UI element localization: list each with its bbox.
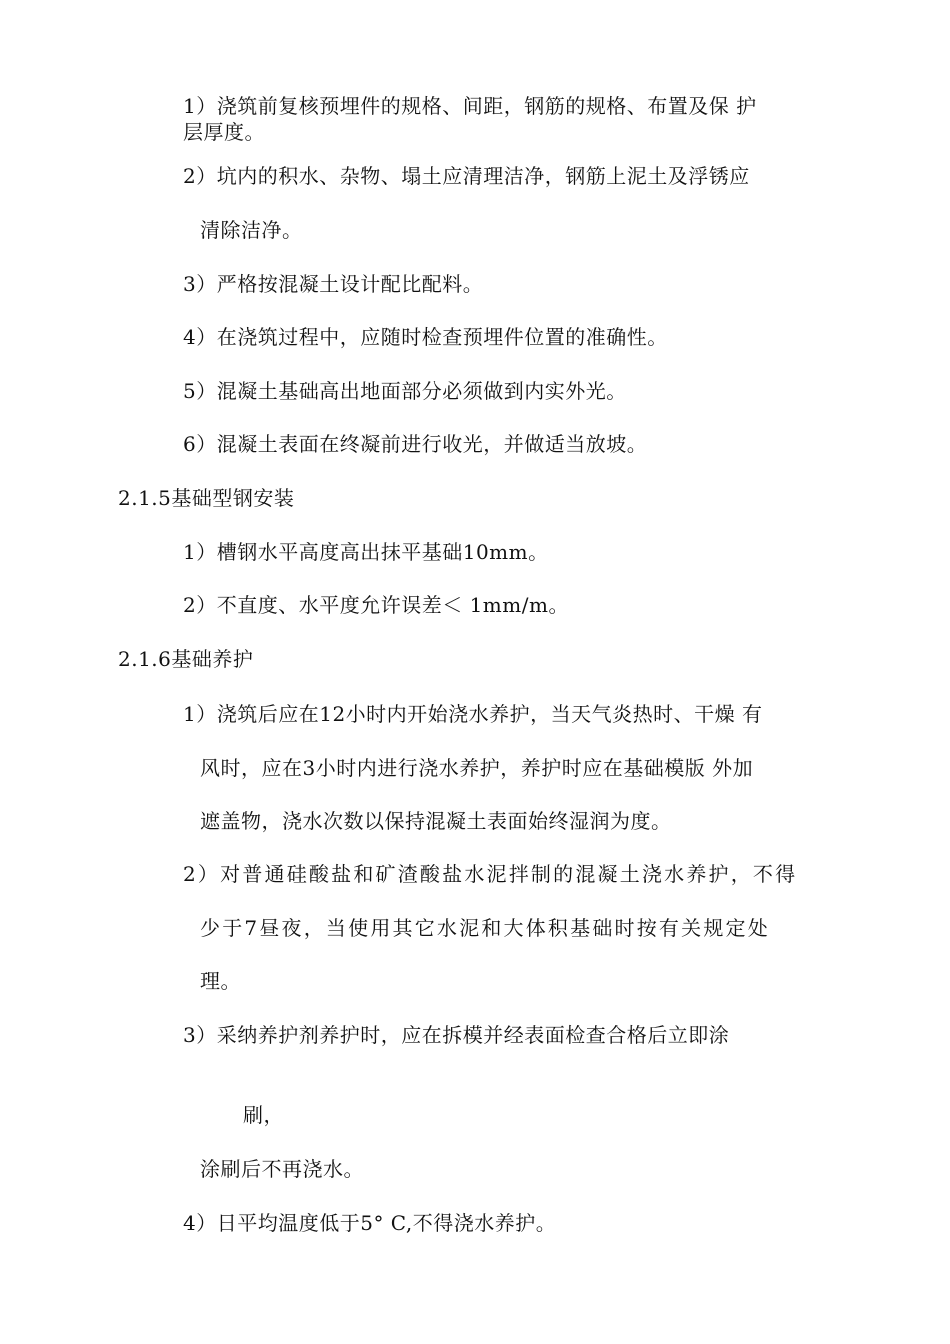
text-line: 少于7昼夜，当使用其它水泥和大体积基础时按有关规定处 [200,916,770,940]
text-line: 涂刷后不再浇水。 [200,1157,364,1181]
text-line: 遮盖物，浇水次数以保持混凝土表面始终湿润为度。 [200,809,672,833]
text-line: 5）混凝土基础高出地面部分必须做到内实外光。 [183,379,627,403]
text-line: 3）采纳养护剂养护时，应在拆模并经表面检查合格后立即涂 [183,1023,730,1047]
text-line: 1）浇筑后应在12小时内开始浇水养护，当天气炎热时、干燥 有 [183,702,763,726]
text-line: 4）日平均温度低于5° C,不得浇水养护。 [183,1211,557,1235]
section-heading: 2.1.6基础养护 [118,647,254,671]
text-line: 层厚度。 [183,120,265,144]
text-line: 2）对普通硅酸盐和矿渣酸盐水泥拌制的混凝土浇水养护，不得 [183,862,798,886]
text-line: 2）坑内的积水、杂物、塌土应清理洁净，钢筋上泥土及浮锈应 [183,164,750,188]
text-line: 3）严格按混凝土设计配比配料。 [183,272,484,296]
text-line: 1）浇筑前复核预埋件的规格、间距，钢筋的规格、布置及保 护 [183,94,757,118]
text-line: 6）混凝土表面在终凝前进行收光，并做适当放坡。 [183,432,648,456]
text-line: 理。 [200,969,241,993]
text-line: 1）槽钢水平高度高出抹平基础10mm。 [183,540,549,564]
text-line: 4）在浇筑过程中，应随时检查预埋件位置的准确性。 [183,325,668,349]
text-line: 风时，应在3小时内进行浇水养护，养护时应在基础模版 外加 [200,756,754,780]
section-heading: 2.1.5基础型钢安装 [118,486,295,510]
text-line: 刷， [243,1103,284,1127]
text-line: 清除洁净。 [200,218,303,242]
text-line: 2）不直度、水平度允许误差＜ 1mm/m。 [183,593,569,617]
